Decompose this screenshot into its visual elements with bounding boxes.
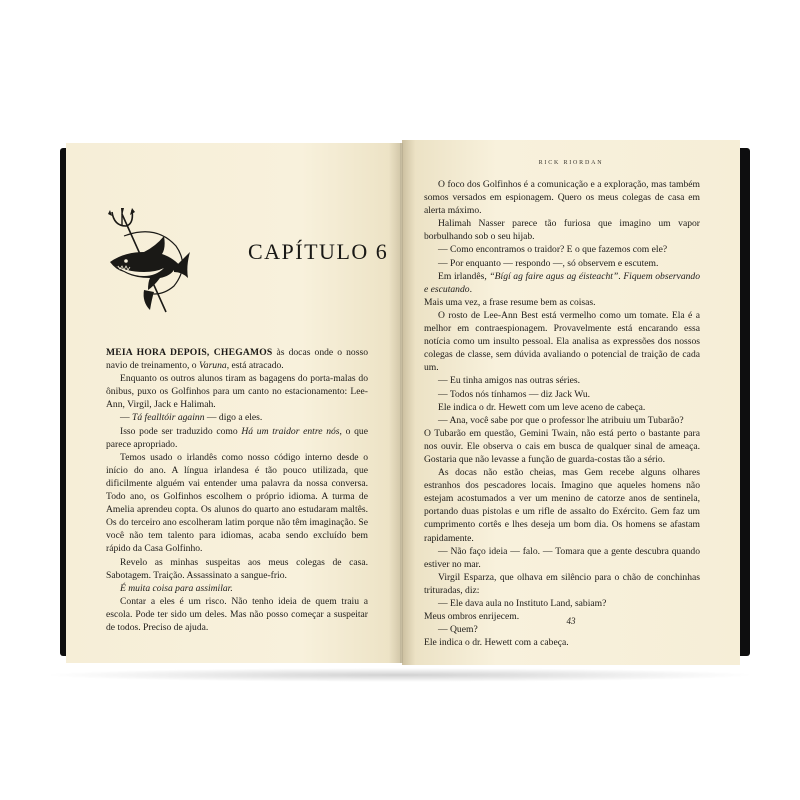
- paragraph: Revelo as minhas suspeitas aos meus colegas de casa. Sabotagem. Traição. Assassinato a sangue-frio.: [106, 556, 368, 581]
- chapter-lead-in: MEIA HORA DEPOIS, CHEGAMOS: [106, 347, 273, 358]
- paragraph: As docas não estão cheias, mas Gem recebe alguns olhares estranhos dos pescadores locais. Imagino que aqueles homens não estejam acostumados a ver um menino de catorze anos de sentinela, portando duas pistolas e um rifle de assalto do Exército. Gem faz um cumprimento cortês e lhes deseja um bom dia. Os homens se afastam rapidamente.: [424, 467, 700, 544]
- paragraph: — Todos nós tínhamos — diz Jack Wu.: [438, 388, 591, 400]
- left-page-text: [106, 346, 368, 634]
- paragraph: MEIA HORA DEPOIS, CHEGAMOS às docas onde o nosso navio de treinamento, o Varuna, está atracado.: [106, 347, 368, 372]
- paragraph: Halimah Nasser parece tão furiosa que imagino um vapor borbulhando sob o seu hijab.: [424, 218, 700, 243]
- paragraph: Ele indica o dr. Hewett com a cabeça.: [424, 637, 569, 649]
- running-head: RICK RIORDAN: [538, 160, 604, 166]
- paragraph: O Tubarão em questão, Gemini Twain, não está perto o bastante para nos ouvir. Ele observa o cais em busca de qualquer sinal de ameaça. Gostaria que não levasse a função de guarda-costas tão a sério.: [424, 427, 700, 465]
- shark-trident-icon: [104, 206, 194, 316]
- italic-text: Fiquem observando e escutando: [424, 270, 701, 295]
- paragraph: Virgil Esparza, que olhava em silêncio para o chão de conchinhas trituradas, diz:: [424, 571, 700, 596]
- paragraph: — Ele dava aula no Instituto Land, sabiam?: [438, 598, 607, 609]
- paragraph: — Tá fealltóir againn — digo a eles.: [120, 412, 263, 424]
- right-page-text: [424, 178, 700, 649]
- paragraph: Meus ombros enrijecem.: [424, 611, 520, 623]
- left-page: [66, 143, 402, 663]
- paragraph: Enquanto os outros alunos tiram as bagagens do porta-malas do ônibus, puxo os Golfinhos para um canto no estacionamento: Lee-Ann, Virgil, Jack e Halimah.: [106, 373, 368, 411]
- paragraph: Temos usado o irlandês como nosso código interno desde o início do ano. A língua irlandesa é tão pouco utilizada, que dificilmente alguém vai entender uma palavra da nossa conversa. Todo ano, os Golfinhos escolhem o próprio idioma. A turma de Amelia aprendeu copta. Os alunos do quarto ano estudaram maltês. Os do terceiro ano escolheram latim porque não têm imaginação. Se você não tem talento para idiomas, acaba sendo excluído bem rápido da Casa Golfinho.: [106, 451, 368, 555]
- paragraph: Contar a eles é um risco. Não tenho ideia de quem traiu a escola. Pode ter sido um deles. Mas não posso começar a suspeitar de todos. Preciso de ajuda.: [106, 595, 368, 633]
- paragraph: — Ana, você sabe por que o professor lhe atribuiu um Tubarão?: [438, 414, 684, 426]
- paragraph: — Como encontramos o traidor? E o que fazemos com ele?: [438, 244, 668, 256]
- italic-text: “Bígí ag faire agus ag éisteacht”: [489, 270, 619, 282]
- chapter-title: CAPÍTULO 6: [248, 239, 389, 264]
- paragraph: Isso pode ser traduzido como Há um traidor entre nós, o que parece apropriado.: [106, 425, 368, 450]
- right-page: [402, 140, 740, 665]
- page-number: 43: [566, 616, 576, 626]
- italic-text: É muita coisa para assimilar.: [120, 582, 233, 594]
- italic-text: Tá fealltóir againn: [132, 412, 205, 424]
- paragraph: [106, 582, 368, 595]
- paragraph: — Não faço ideia — falo. — Tomara que a gente descubra quando estiver no mar.: [424, 545, 700, 570]
- paragraph: Em irlandês, “Bígí ag faire agus ag éisteacht”. Fiquem observando e escutando.: [424, 270, 701, 295]
- italic-text: Varuna: [198, 360, 227, 372]
- italic-text: Há um traidor entre nós: [241, 425, 340, 437]
- paragraph: — Quem?: [438, 624, 478, 636]
- paragraph: O foco dos Golfinhos é a comunicação e a exploração, mas também somos versados em espionagem. Quero os meus colegas de casa em alerta máximo.: [424, 179, 700, 217]
- paragraph: — Eu tinha amigos nas outras séries.: [438, 375, 581, 387]
- paragraph: Ele indica o dr. Hewett com um leve aceno de cabeça.: [438, 401, 646, 413]
- paragraph: — Por enquanto — respondo —, só observem e escutem.: [438, 257, 659, 269]
- book-gutter: [400, 143, 403, 663]
- book-shadow: [42, 668, 758, 682]
- paragraph: O rosto de Lee-Ann Best está vermelho como um tomate. Ela é a melhor em contraespionagem. Provavelmente está encarando essa notícia como um insulto pessoal. Ela analisa as expressões dos nossos colegas de classe, sem dúvida avaliando o potencial de traição de cada um.: [424, 309, 700, 374]
- paragraph: Mais uma vez, a frase resume bem as coisas.: [424, 296, 596, 308]
